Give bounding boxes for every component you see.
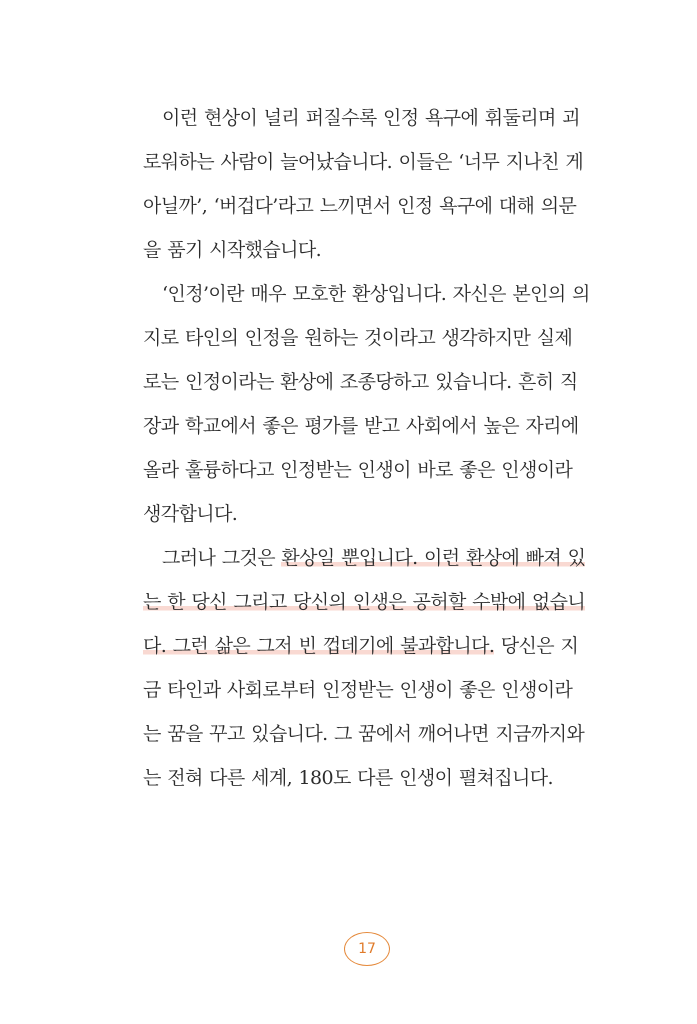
- paragraph-3-line-5: 는 꿈을 꾸고 있습니다. 그 꿈에서 깨어나면 지금까지와: [143, 723, 585, 745]
- paragraph-2-line-6: 생각합니다.: [143, 503, 238, 525]
- paragraph-1-line-3: 아닐까’, ‘버겁다’라고 느끼면서 인정 욕구에 대해 의문: [143, 195, 577, 217]
- paragraph-2-line-5: 올라 훌륭하다고 인정받는 인생이 바로 좋은 인생이라: [143, 459, 573, 481]
- highlighted-text: 환상일 뿐입니다. 이런 환상에 빠져 있: [281, 547, 586, 569]
- page-number: 17: [358, 941, 376, 957]
- highlighted-text: 다. 그런 삶은 그저 빈 껍데기에 불과합니다.: [143, 635, 495, 657]
- paragraph-3-line-3-plain: 당신은 지: [494, 635, 579, 657]
- paragraph-3-line-3: [143, 624, 593, 668]
- paragraph-2-line-3: 로는 인정이라는 환상에 조종당하고 있습니다. 흔히 직: [143, 371, 578, 393]
- paragraph-2-line-4: 장과 학교에서 좋은 평가를 받고 사회에서 높은 자리에: [143, 415, 579, 437]
- paragraph-2-line-1: ‘인정’이란 매우 모호한 환상입니다. 자신은 본인의 의: [162, 283, 590, 305]
- paragraph-1-line-1: 이런 현상이 널리 퍼질수록 인정 욕구에 휘둘리며 괴: [162, 107, 580, 129]
- page-number-badge: [344, 932, 390, 966]
- highlighted-text: 는 한 당신 그리고 당신의 인생은 공허할 수밖에 없습니: [143, 591, 586, 613]
- paragraph-2-line-2: 지로 타인의 인정을 원하는 것이라고 생각하지만 실제: [143, 327, 573, 349]
- paragraph-3-line-2: [143, 580, 593, 624]
- paragraph-3-line-4: 금 타인과 사회로부터 인정받는 인생이 좋은 인생이라: [143, 679, 573, 701]
- body-text: [143, 96, 593, 800]
- paragraph-3-line-6: 는 전혀 다른 세계, 180도 다른 인생이 펼쳐집니다.: [143, 767, 553, 789]
- paragraph-3-line-1-plain: 그러나 그것은: [162, 547, 282, 569]
- paragraph-3-line-1: [143, 536, 593, 580]
- paragraph-1-line-4: 을 품기 시작했습니다.: [143, 239, 322, 261]
- paragraph-1-line-2: 로워하는 사람이 늘어났습니다. 이들은 ‘너무 지나친 게: [143, 151, 584, 173]
